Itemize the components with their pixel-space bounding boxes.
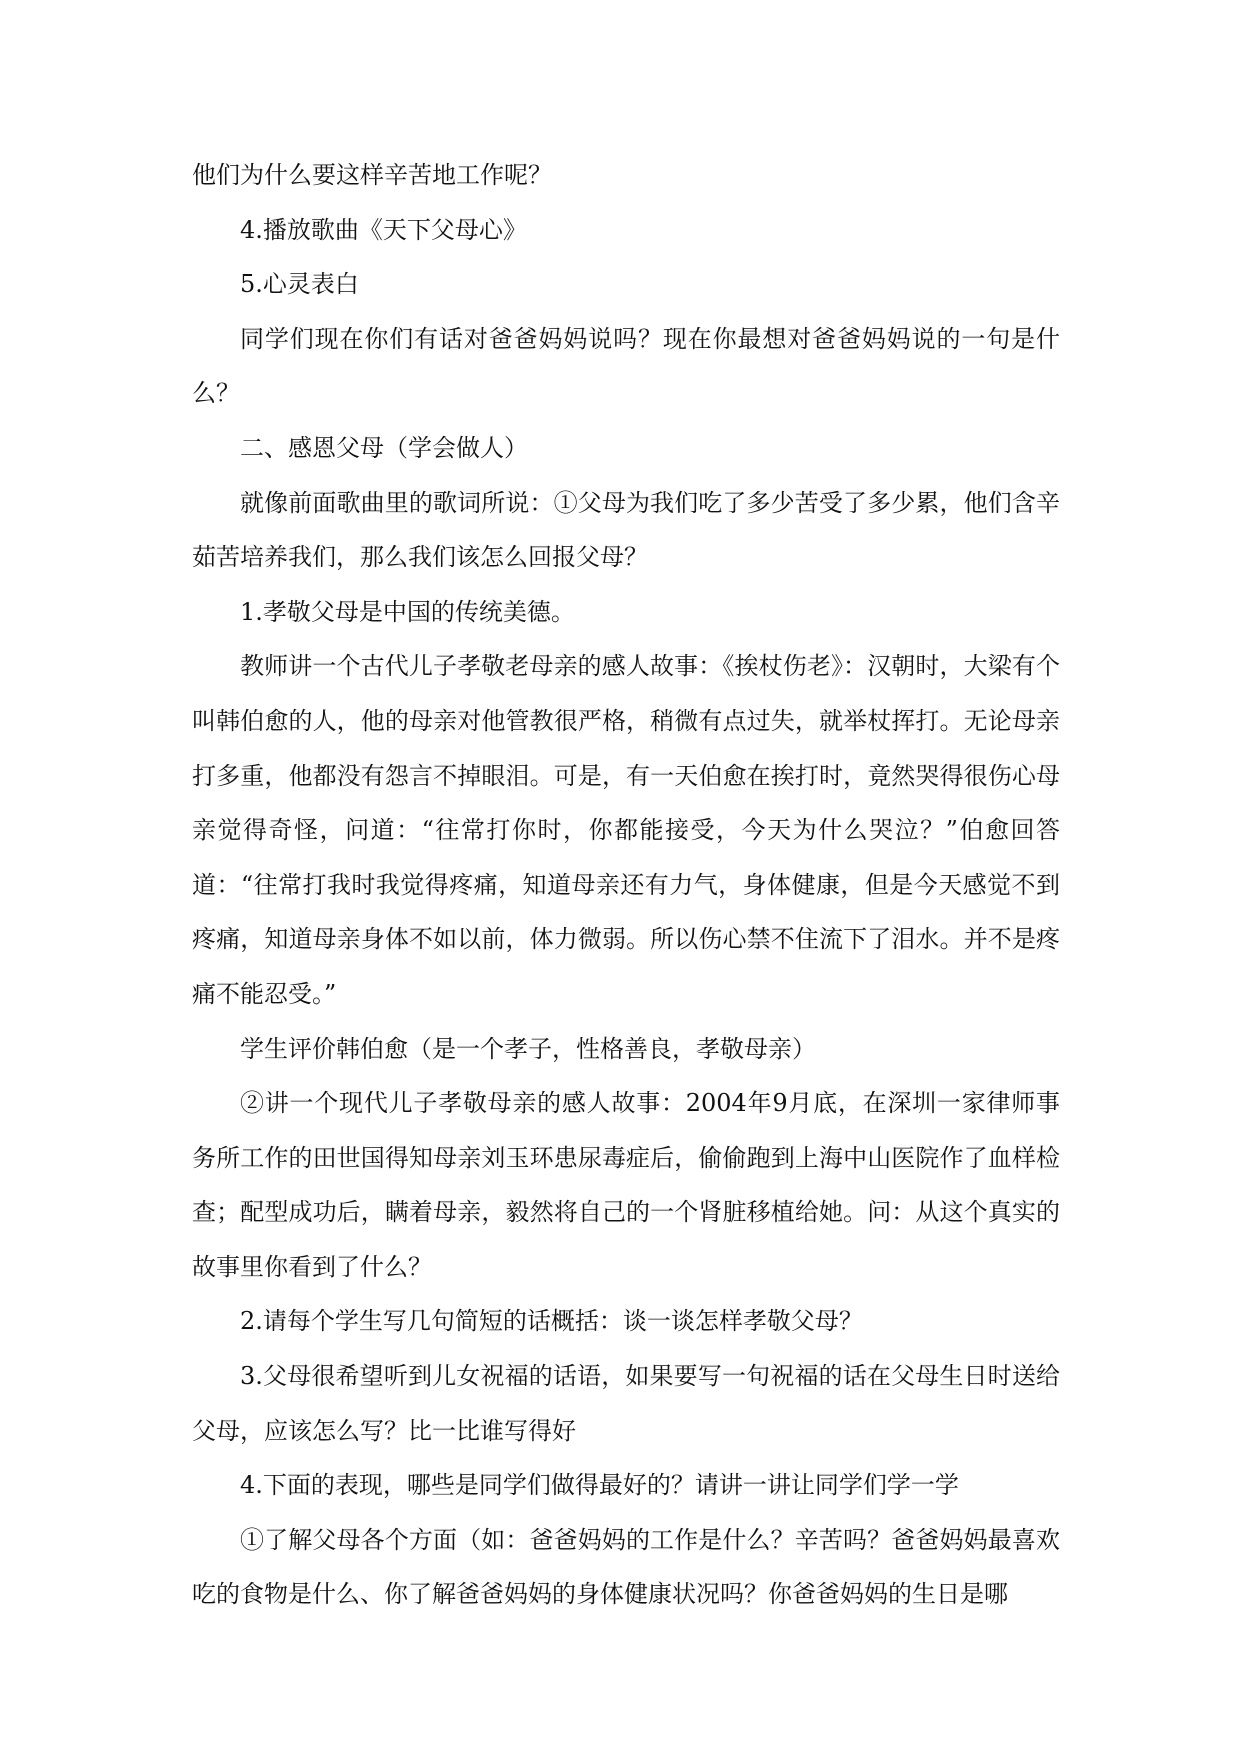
list-item-birthday-wish: 3.父母很希望听到儿女祝福的话语，如果要写一句祝福的话在父母生日时送给父母，应该怎么写？比一比谁写得好 (192, 1362, 1060, 1445)
list-item-best-behavior: 4.下面的表现，哪些是同学们做得最好的？请讲一讲让同学们学一学 (240, 1471, 959, 1500)
list-item-play-song: 4.播放歌曲《天下父母心》 (240, 215, 527, 244)
paragraph-question-to-parents: 同学们现在你们有话对爸爸妈妈说吗？现在你最想对爸爸妈妈说的一句是什么？ (192, 324, 1060, 408)
list-item-write-summary: 2.请每个学生写几句简短的话概括：谈一谈怎样孝敬父母？ (240, 1307, 863, 1336)
paragraph-song-lyrics: 就像前面歌曲里的歌词所说：①父母为我们吃了多少苦受了多少累，他们含辛茹苦培养我们，那么我们该怎么回报父母？ (192, 488, 1060, 572)
document-page (192, 148, 1060, 1622)
paragraph-modern-story: ②讲一个现代儿子孝敬母亲的感人故事：2004年9月底，在深圳一家律师事务所工作的田世国得知母亲刘玉环患尿毒症后，偷偷跑到上海中山医院作了血样检查；配型成功后，瞒着母亲，毅然将自己的一个肾脏移植给她。问：从这个真实的故事里你看到了什么？ (192, 1089, 1060, 1281)
paragraph-student-evaluation: 学生评价韩伯愈（是一个孝子，性格善良，孝敬母亲） (240, 1034, 816, 1063)
list-item-filial-piety: 1.孝敬父母是中国的传统美德。 (240, 597, 575, 626)
list-item-heart-confession: 5.心灵表白 (240, 270, 359, 299)
section-heading-gratitude: 二、感恩父母（学会做人） (240, 433, 528, 462)
paragraph-know-parents: ①了解父母各个方面（如：爸爸妈妈的工作是什么？辛苦吗？爸爸妈妈最喜欢吃的食物是什么、你了解爸爸妈妈的身体健康状况吗？你爸爸妈妈的生日是哪 (192, 1525, 1060, 1609)
paragraph-ancient-story: 教师讲一个古代儿子孝敬老母亲的感人故事：《挨杖伤老》：汉朝时，大梁有个叫韩伯愈的人，他的母亲对他管教很严格，稍微有点过失，就举杖挥打。无论母亲打多重，他都没有怨言不掉眼泪。可是，有一天伯愈在挨打时，竟然哭得很伤心母亲觉得奇怪，问道：“往常打你时，你都能接受，今天为什么哭泣？”伯愈回答道：“往常打我时我觉得疼痛，知道母亲还有力气，身体健康，但是今天感觉不到疼痛，知道母亲身体不如以前，体力微弱。所以伤心禁不住流下了泪水。并不是疼痛不能忍受。” (192, 652, 1060, 1008)
paragraph-continuation: 他们为什么要这样辛苦地工作呢？ (192, 161, 552, 189)
